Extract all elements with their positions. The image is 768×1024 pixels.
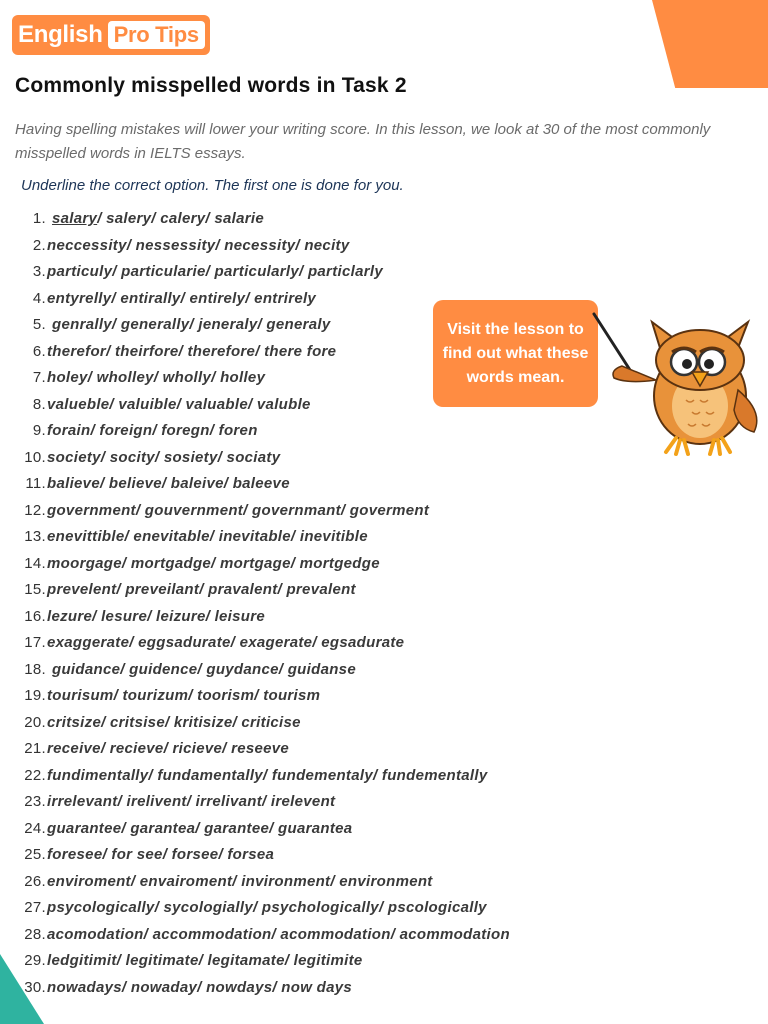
item-number: 14. (24, 554, 46, 572)
list-item (18, 895, 510, 922)
word-options: government/ gouvernment/ governmant/ goverment (47, 501, 430, 519)
list-item (18, 259, 510, 286)
list-item (18, 683, 510, 710)
underlined-answer: salary (52, 210, 98, 227)
list-item (18, 445, 510, 472)
word-options: neccessity/ nessessity/ necessity/ necity (47, 236, 350, 254)
word-options: valueble/ valuible/ valuable/ valuble (47, 395, 311, 413)
word-options: genrally/ generally/ jeneraly/ generaly (52, 316, 331, 333)
item-number: 3. (32, 263, 46, 280)
list-item (18, 233, 510, 260)
list-item (18, 418, 510, 445)
instruction-text: Underline the correct option. The first one is done for you. (21, 177, 404, 194)
item-number: 10. (24, 448, 46, 466)
item-number: 26. (24, 872, 46, 890)
word-options: forain/ foreign/ foregn/ foren (47, 422, 258, 439)
lesson-callout: Visit the lesson to find out what these words mean. (433, 300, 598, 407)
word-options: balieve/ believe/ baleive/ baleeve (47, 475, 290, 492)
item-number: 12. (24, 501, 46, 519)
brand-logo (12, 15, 210, 55)
word-options: moorgage/ mortgadge/ mortgage/ mortgedge (47, 554, 380, 572)
word-options: enviroment/ envairoment/ invironment/ environment (47, 872, 433, 890)
word-options: society/ socity/ sosiety/ sociaty (47, 448, 281, 466)
word-options: lezure/ lesure/ leizure/ leisure (47, 607, 266, 625)
item-number: 30. (24, 978, 46, 996)
other-options: / salery/ calery/ salarie (97, 210, 264, 227)
item-number: 7. (32, 369, 46, 386)
word-options: enevittible/ enevitable/ inevitable/ inevitible (47, 528, 368, 545)
list-item (18, 524, 510, 551)
item-number: 22. (24, 766, 46, 784)
list-item (18, 657, 510, 684)
list-item (18, 975, 510, 1002)
item-number: 17. (24, 634, 46, 651)
word-options: irrelevant/ irelivent/ irrelivant/ irelevent (47, 793, 336, 810)
word-options: nowadays/ nowaday/ nowdays/ now days (47, 978, 353, 996)
item-number: 5. (32, 316, 46, 333)
word-options (46, 206, 264, 233)
owl-teacher-icon (588, 308, 764, 458)
word-options: therefor/ theirfore/ therefore/ there fore (47, 342, 337, 360)
list-item (18, 922, 510, 949)
list-item (18, 816, 510, 843)
item-number: 28. (24, 925, 46, 943)
item-number: 24. (24, 819, 46, 837)
intro-text: Having spelling mistakes will lower your writing score. In this lesson, we look at 30 of the most commonly misspelled words in IELTS essays. (15, 121, 711, 162)
word-options: guidance/ guidence/ guydance/ guidanse (52, 660, 356, 678)
list-item (18, 842, 510, 869)
item-number: 25. (24, 846, 46, 863)
item-number: 13. (24, 528, 46, 545)
item-number: 27. (24, 899, 46, 916)
word-options: acomodation/ accommodation/ acommodation/ acommodation (47, 925, 510, 943)
word-options: tourisum/ tourizum/ toorism/ tourism (47, 687, 321, 704)
word-options: critsize/ critsise/ kritisize/ criticise (47, 713, 301, 731)
list-item (18, 763, 510, 790)
item-number: 18. (24, 660, 46, 678)
item-number: 20. (24, 713, 46, 731)
list-item (18, 577, 510, 604)
list-item (18, 736, 510, 763)
word-options: foresee/ for see/ forsee/ forsea (47, 846, 275, 863)
list-item (18, 551, 510, 578)
word-options: fundimentally/ fundamentally/ fundementaly/ fundementally (47, 766, 488, 784)
word-options: holey/ wholley/ wholly/ holley (47, 369, 266, 386)
list-item (18, 948, 510, 975)
corner-decoration (652, 0, 768, 88)
word-options: prevelent/ preveilant/ pravalent/ prevalent (47, 581, 356, 598)
list-item (18, 710, 510, 737)
word-options: psycologically/ sycologially/ psychologically/ pscologically (47, 899, 487, 916)
item-number: 21. (24, 740, 46, 757)
logo-badge: Pro Tips (108, 21, 205, 49)
item-number: 19. (24, 687, 46, 704)
item-number: 23. (24, 793, 46, 810)
item-number: 1. (32, 210, 46, 227)
word-options: guarantee/ garantea/ garantee/ guarantea (47, 819, 353, 837)
item-number: 11. (25, 475, 46, 492)
item-number: 6. (32, 342, 46, 360)
page-title: Commonly misspelled words in Task 2 (15, 74, 407, 97)
list-item (18, 471, 510, 498)
item-number: 8. (32, 395, 46, 413)
list-item (18, 604, 510, 631)
list-item (18, 869, 510, 896)
list-item (18, 206, 510, 233)
word-options: ledgitimit/ legitimate/ legitamate/ legitimite (47, 952, 363, 969)
item-number: 15. (24, 581, 46, 598)
word-options: entyrelly/ entirally/ entirely/ entrirely (47, 289, 317, 307)
word-options: particuly/ particularie/ particularly/ particlarly (47, 263, 383, 280)
item-number: 29. (24, 952, 46, 969)
logo-text: English (18, 21, 103, 48)
word-options: exaggerate/ eggsadurate/ exagerate/ egsadurate (47, 634, 405, 651)
list-item (18, 630, 510, 657)
item-number: 16. (24, 607, 46, 625)
word-options: receive/ recieve/ ricieve/ reseeve (47, 740, 290, 757)
item-number: 4. (32, 289, 46, 307)
item-number: 9. (32, 422, 46, 439)
list-item (18, 498, 510, 525)
item-number: 2. (32, 236, 46, 254)
list-item (18, 789, 510, 816)
